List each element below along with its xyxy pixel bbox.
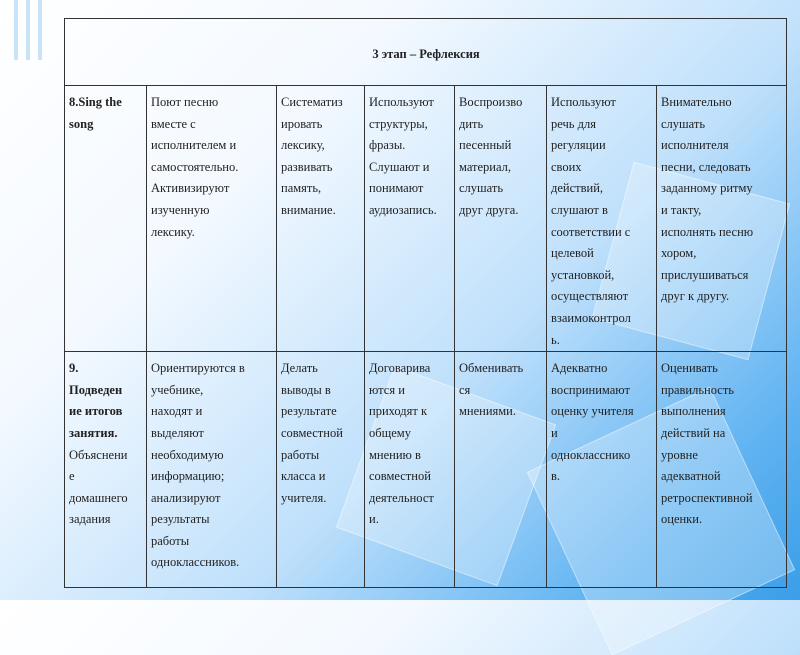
decor-stripe (38, 0, 42, 60)
table-cell: Воспроизво дить песенный материал, слушать друг друга. (455, 86, 547, 352)
table-cell: Оценивать правильность выполнения действий на уровне адекватной ретроспективной оценки. (657, 352, 787, 588)
stage-cell (65, 352, 147, 588)
table-header: 3 этап – Рефлексия (65, 19, 787, 86)
table-cell: Систематиз ировать лексику, развивать память, внимание. (277, 86, 365, 352)
table-row (65, 352, 787, 588)
decor-stripe (14, 0, 18, 60)
table-cell: Внимательно слушать исполнителя песни, следовать заданному ритму и такту, исполнять песню хором, прислушиваться друг к другу. (657, 86, 787, 352)
stage-description: Объяснени е домашнего задания (69, 447, 128, 527)
table-cell: Поют песню вместе с исполнителем и самостоятельно. Активизируют изученную лексику. (147, 86, 277, 352)
table-row (65, 86, 787, 352)
table-cell: Договарива ются и приходят к общему мнению в совместной деятельност и. (365, 352, 455, 588)
stage-title: 9. Подведен ие итогов занятия. (69, 361, 123, 440)
stage-cell (65, 86, 147, 352)
reflection-table (64, 18, 787, 588)
table-cell: Обменивать ся мнениями. (455, 352, 547, 588)
table-cell: Используют структуры, фразы. Слушают и понимают аудиозапись. (365, 86, 455, 352)
stage-title: 8.Sing the song (69, 95, 122, 131)
table-cell: Ориентируются в учебнике, находят и выделяют необходимую информацию; анализируют результаты работы одноклассников. (147, 352, 277, 588)
table-cell: Адекватно воспринимают оценку учителя и однокласснико в. (547, 352, 657, 588)
table-cell: Используют речь для регуляции своих действий, слушают в соответствии с целевой установкой, осуществляют взаимоконтрол ь. (547, 86, 657, 352)
decor-stripe (26, 0, 30, 60)
table-cell: Делать выводы в результате совместной работы класса и учителя. (277, 352, 365, 588)
